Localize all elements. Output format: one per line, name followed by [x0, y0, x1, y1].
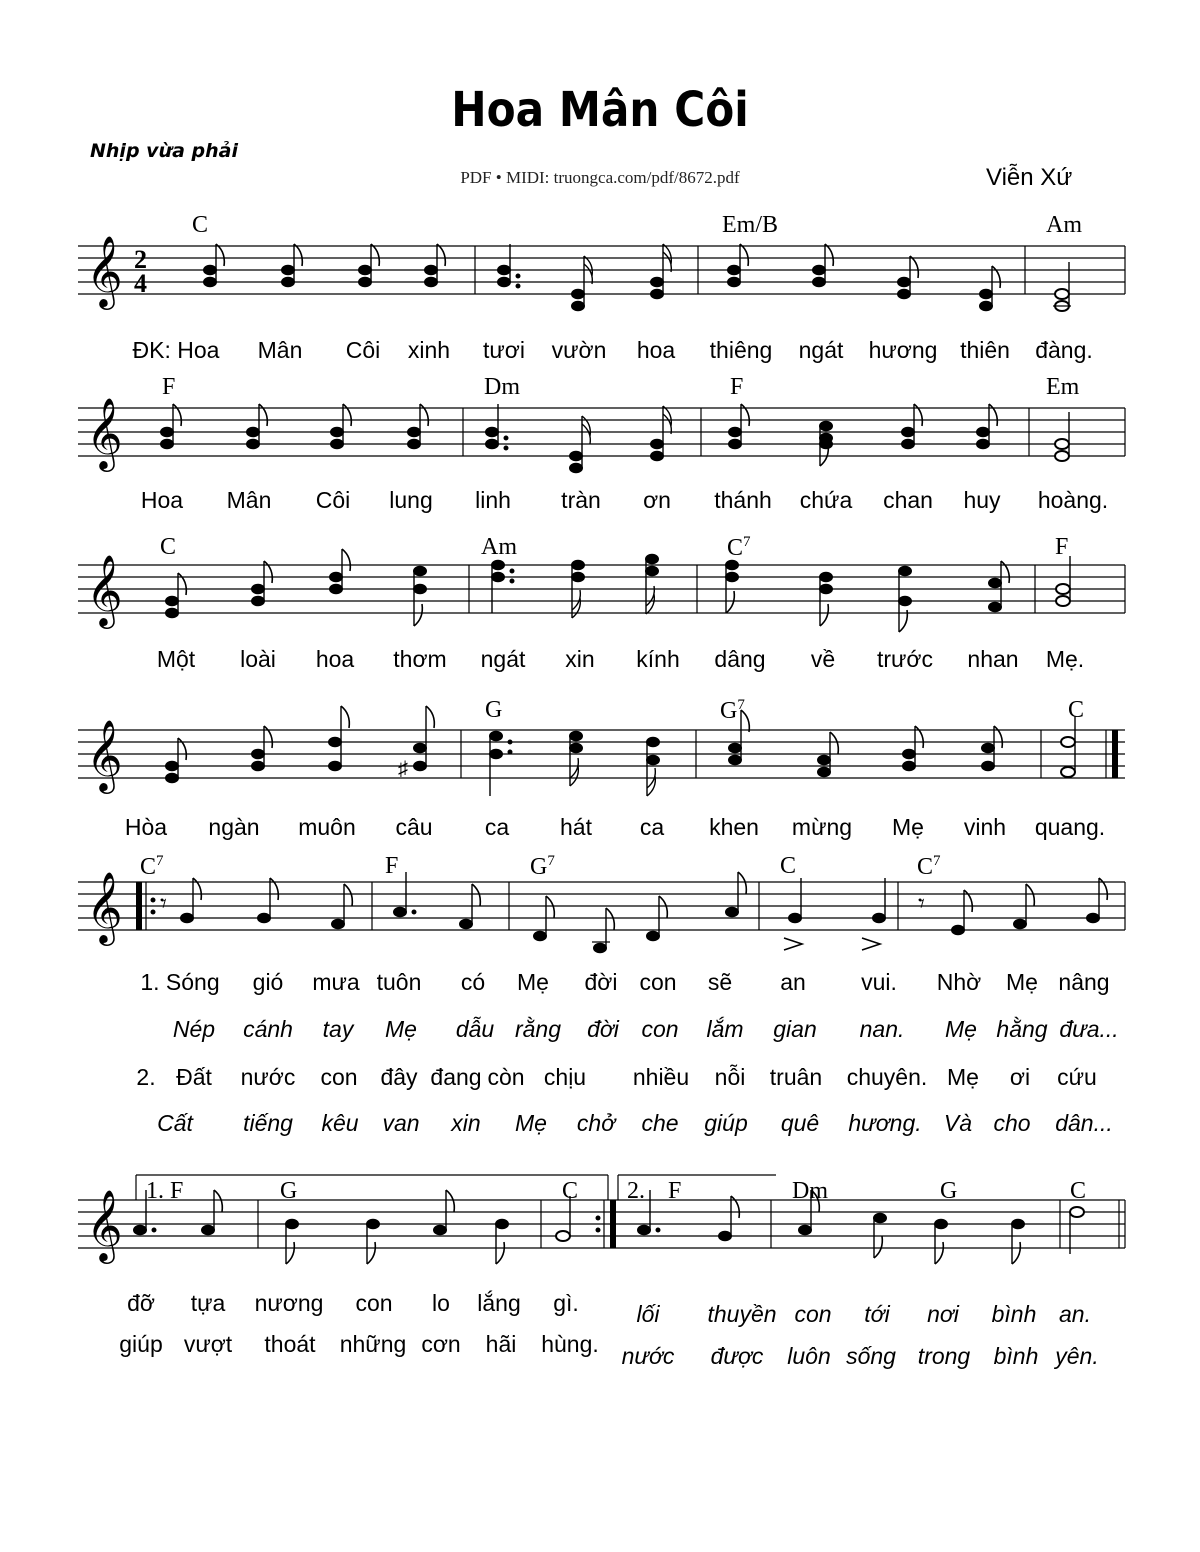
lyric: lung: [389, 487, 433, 513]
lyric: đây: [380, 1064, 418, 1090]
lyric: gì.: [553, 1290, 579, 1316]
lyric: van: [382, 1110, 420, 1136]
eighth-rest-icon: 𝄾: [918, 889, 925, 918]
lyric: tới: [864, 1301, 890, 1327]
lyric: xin: [451, 1110, 481, 1136]
lyric: tràn: [561, 487, 601, 513]
lyric: 2.: [136, 1064, 156, 1090]
lyric: con: [641, 1016, 679, 1042]
lyric: tươi: [483, 337, 525, 363]
lyric: 1. Sóng: [140, 969, 220, 995]
lyric: ơi: [1009, 1064, 1031, 1090]
lyric: ngát: [798, 337, 844, 363]
lyric: an.: [1059, 1301, 1091, 1327]
time-sig-bottom: 4: [134, 269, 147, 298]
lyric: tiếng: [243, 1110, 293, 1136]
lyric: Mẹ: [947, 1064, 979, 1090]
lyric: đời: [587, 1016, 619, 1042]
lyric: trong: [917, 1343, 971, 1369]
chord-dm: Dm: [792, 1178, 828, 1204]
lyric: loài: [240, 646, 276, 672]
lyric: Mẹ: [892, 814, 924, 840]
lyric: Mẹ.: [1045, 646, 1085, 672]
lyric: Mẹ: [945, 1016, 977, 1042]
lyric: dân...: [1055, 1110, 1113, 1136]
lyric: thiên: [960, 337, 1010, 363]
chord-f: F: [1055, 534, 1069, 560]
lyric: an: [780, 969, 806, 995]
song-title: Hoa Mân Côi: [451, 82, 749, 138]
chord-g7: $G^7$: [530, 853, 555, 880]
lyric: giúp: [704, 1110, 748, 1136]
lyric: kính: [636, 646, 680, 672]
lyric: vượt: [183, 1331, 233, 1357]
chord-dm: Dm: [484, 374, 520, 400]
lyric: Một: [156, 646, 196, 672]
treble-clef-icon: 𝄞: [86, 874, 123, 942]
source-link[interactable]: PDF • MIDI: truongca.com/pdf/8672.pdf: [460, 168, 740, 187]
chord-am: Am: [481, 534, 517, 560]
lyric: hằng: [996, 1016, 1048, 1042]
lyric: câu: [395, 814, 433, 840]
lyric: Mẹ: [515, 1110, 547, 1136]
lyric: còn: [487, 1064, 525, 1090]
lyric: lắm: [706, 1016, 744, 1042]
treble-clef-icon: 𝄞: [86, 238, 123, 306]
lyric: hoa: [636, 337, 676, 363]
lyric: bình: [991, 1301, 1037, 1327]
composer-name: Viễn Xứ: [986, 164, 1073, 191]
lyric: nhan: [967, 646, 1019, 672]
lyric: cánh: [243, 1016, 293, 1042]
chord-c: C: [192, 212, 209, 238]
lyric: Cất: [157, 1110, 193, 1136]
eighth-rest-icon: 𝄾: [160, 889, 167, 918]
lyric: hoa: [315, 646, 355, 672]
lyric: Côi: [315, 487, 351, 513]
lyric: đàng.: [1035, 337, 1093, 363]
lyric: dẫu: [455, 1016, 495, 1042]
chord-c: C: [1070, 1178, 1087, 1204]
lyric: đời: [584, 969, 618, 995]
lyric: Hòa: [124, 814, 168, 840]
lyric: truân: [769, 1064, 823, 1090]
lyric: được: [710, 1343, 764, 1369]
time-sig-top: 2: [134, 245, 147, 274]
lyric: luôn: [787, 1343, 831, 1369]
volta-1-label: 1. F: [146, 1178, 184, 1204]
lyric: chứa: [799, 487, 853, 513]
chord-am: Am: [1046, 212, 1082, 238]
lyric: Côi: [345, 337, 381, 363]
treble-clef-icon: 𝄞: [86, 1192, 123, 1260]
lyric: nương: [254, 1290, 324, 1316]
lyric: giúp: [119, 1331, 163, 1357]
lyric: trước: [876, 646, 934, 672]
lyric: bình: [993, 1343, 1039, 1369]
lyric: thơm: [393, 646, 447, 672]
tempo-marking: Nhịp vừa phải: [90, 140, 238, 162]
lyric: vinh: [963, 814, 1007, 840]
lyric: che: [641, 1110, 679, 1136]
lyric: ca: [484, 814, 510, 840]
lyric: chịu: [543, 1064, 587, 1090]
lyric: đưa...: [1059, 1016, 1119, 1042]
lyric: thánh: [714, 487, 772, 513]
lyric: con: [355, 1290, 393, 1316]
lyric: Và: [943, 1110, 973, 1136]
chord-f: F: [668, 1178, 682, 1204]
lyric: đỡ: [127, 1290, 155, 1316]
lyric: quang.: [1034, 814, 1106, 840]
lyric: thuyền: [707, 1301, 777, 1327]
lyric: mừng: [791, 814, 853, 840]
lyric: huy: [963, 487, 1001, 513]
lyric: nan.: [859, 1016, 905, 1042]
svg-text:♯: ♯: [398, 758, 408, 780]
lyric: gió: [252, 969, 284, 995]
lyric: Mẹ: [385, 1016, 417, 1042]
lyric: ngát: [480, 646, 526, 672]
lyric: yên.: [1055, 1343, 1099, 1369]
lyric: có: [460, 969, 486, 995]
lyric: xinh: [407, 337, 451, 363]
lyric: tuôn: [376, 969, 422, 995]
lyric: hát: [560, 814, 592, 840]
chord-g7: $G^7$: [720, 697, 745, 724]
lyric: hãi: [485, 1331, 517, 1357]
treble-clef-icon: 𝄞: [86, 400, 123, 468]
lyric: sống: [846, 1343, 896, 1369]
lyric: ĐK: Hoa: [132, 337, 220, 363]
lyric: chở: [576, 1110, 616, 1136]
lyric: rằng: [514, 1016, 562, 1042]
lyric: chan: [883, 487, 933, 513]
lyric: con: [794, 1301, 832, 1327]
lyric: quê: [780, 1110, 820, 1136]
chord-c7: $C^7$: [140, 853, 164, 880]
lyric: hoàng.: [1037, 487, 1109, 513]
lyric: Mẹ: [1006, 969, 1038, 995]
lyric: thoát: [264, 1331, 316, 1357]
lyric: nỗi: [714, 1064, 746, 1090]
lyric: nước: [240, 1064, 296, 1090]
lyric: Mân: [257, 337, 303, 363]
chord-f: F: [385, 853, 399, 879]
lyric: muôn: [298, 814, 356, 840]
chord-g: G: [485, 697, 503, 723]
lyric: sẽ: [707, 969, 733, 995]
chord-c: C: [562, 1178, 579, 1204]
lyric: linh: [475, 487, 511, 513]
lyric: ngàn: [208, 814, 260, 840]
lyric: con: [639, 969, 677, 995]
lyric: kêu: [321, 1110, 359, 1136]
treble-clef-icon: 𝄞: [86, 557, 123, 625]
lyric: dâng: [714, 646, 766, 672]
treble-clef-icon: 𝄞: [86, 722, 123, 790]
lyric: tựa: [190, 1290, 226, 1316]
lyric: nâng: [1058, 969, 1110, 995]
lyric: về: [810, 646, 836, 672]
chord-c: C: [160, 534, 177, 560]
lyric: gian: [773, 1016, 817, 1042]
chord-em: Em: [1046, 374, 1080, 400]
lyric: Hoa: [140, 487, 184, 513]
lyric: Đất: [176, 1064, 212, 1090]
repeat-end-barline: [610, 1200, 616, 1248]
chord-g: G: [280, 1178, 298, 1204]
chord-f: F: [162, 374, 176, 400]
lyric: hương: [868, 337, 938, 363]
chord-em-b: Em/B: [722, 212, 779, 238]
chord-c7: $C^7$: [917, 853, 941, 880]
lyric: cho: [993, 1110, 1031, 1136]
lyric: vườn: [551, 337, 607, 363]
lyric: ơn: [643, 487, 671, 513]
lyric: Nhờ: [936, 969, 982, 995]
lyric: nơi: [927, 1301, 959, 1327]
lyric: hương.: [848, 1110, 922, 1136]
volta-2-label: 2.: [627, 1178, 645, 1204]
lyric: nhiều: [632, 1064, 690, 1090]
lyric: lắng: [477, 1290, 521, 1316]
lyric: hùng.: [541, 1331, 599, 1357]
lyric: nước: [621, 1343, 675, 1369]
lyric: tay: [322, 1016, 354, 1042]
lyric: mưa: [312, 969, 360, 995]
lyric: xin: [565, 646, 595, 672]
lyric: Mẹ: [517, 969, 549, 995]
lyric: Nép: [172, 1016, 216, 1042]
lyric: đang: [430, 1064, 482, 1090]
lyric: khen: [709, 814, 759, 840]
chord-c: C: [1068, 697, 1085, 723]
lyric: Mân: [226, 487, 272, 513]
lyric: cơn: [421, 1331, 461, 1357]
lyric: chuyên.: [846, 1064, 928, 1090]
lyric: cứu: [1057, 1064, 1097, 1090]
lyric: lo: [432, 1290, 450, 1316]
lyric: con: [320, 1064, 358, 1090]
lyric: những: [339, 1331, 407, 1357]
lyric: ca: [639, 814, 665, 840]
chord-g: G: [940, 1178, 958, 1204]
lyric: thiêng: [709, 337, 773, 363]
chord-c7: $C^7$: [727, 534, 751, 561]
chord-f: F: [730, 374, 744, 400]
lyric: lối: [636, 1301, 660, 1327]
lyric: vui.: [861, 969, 897, 995]
chord-c: C: [780, 853, 797, 879]
